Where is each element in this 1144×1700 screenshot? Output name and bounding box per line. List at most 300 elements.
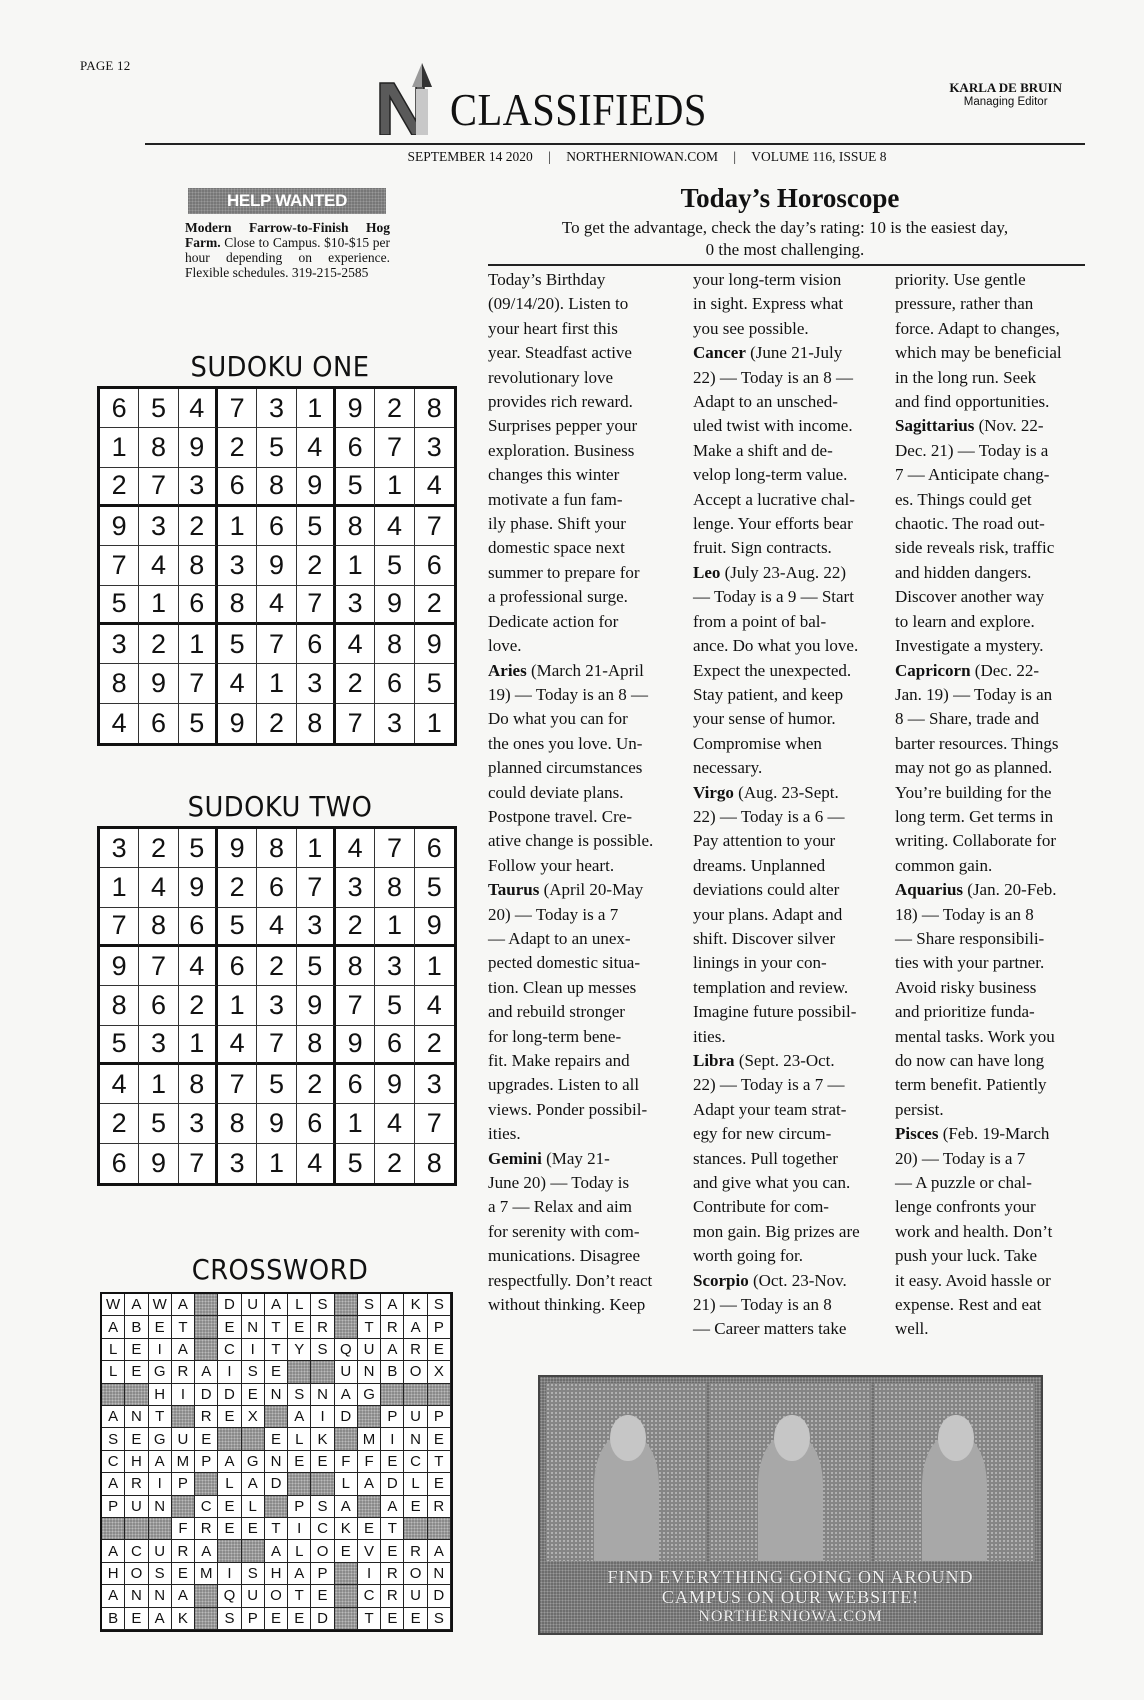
- horoscope-line: stances. Pull together: [693, 1148, 838, 1168]
- zodiac-sign: Gemini: [488, 1148, 542, 1168]
- horoscope-line: Stay patient, and keep: [693, 684, 844, 704]
- sudoku-cell: 8: [100, 664, 139, 703]
- sudoku-cell: 8: [375, 625, 414, 664]
- crossword-block: [311, 1473, 334, 1495]
- crossword-cell: I: [358, 1563, 381, 1585]
- crossword-cell: A: [381, 1339, 404, 1361]
- crossword-cell: S: [218, 1608, 241, 1630]
- crossword-cell: A: [288, 1406, 311, 1428]
- sudoku-cell: 2: [139, 829, 178, 868]
- crossword-cell: P: [102, 1496, 125, 1518]
- crossword-cell: N: [428, 1563, 451, 1585]
- sudoku-cell: 6: [375, 664, 414, 703]
- sudoku-cell: 5: [297, 947, 336, 986]
- ad-line-2: CAMPUS ON OUR WEBSITE!: [661, 1587, 920, 1607]
- crossword-cell: D: [335, 1406, 358, 1428]
- sudoku-cell: 9: [179, 868, 218, 907]
- horoscope-line: necessary.: [693, 758, 763, 778]
- horoscope-line: June 20) — Today is: [488, 1173, 630, 1193]
- website-link[interactable]: NORTHERNIOWAN.COM: [566, 149, 719, 164]
- crossword-block: [335, 1563, 358, 1585]
- horoscope-line: which may be beneficial: [895, 343, 1062, 363]
- sudoku-cell: 7: [297, 586, 336, 625]
- sudoku-cell: 9: [297, 468, 336, 507]
- sudoku-cell: 7: [336, 704, 375, 743]
- horoscope-line: pected domestic situa-: [488, 953, 641, 973]
- horoscope-line: views. Ponder possibil-: [488, 1099, 648, 1119]
- crossword-cell: C: [125, 1540, 148, 1562]
- horoscope-line: your long-term vision: [693, 270, 842, 289]
- sudoku-cell: 2: [375, 389, 414, 428]
- horoscope-line: and rebuild stronger: [488, 1002, 625, 1022]
- crossword-cell: O: [265, 1585, 288, 1607]
- crossword-cell: F: [172, 1518, 195, 1540]
- subtitle-line: 0 the most challenging.: [705, 240, 865, 259]
- horoscope-line: well.: [895, 1319, 929, 1339]
- crossword-cell: R: [172, 1361, 195, 1383]
- crossword-cell: A: [428, 1540, 451, 1562]
- horoscope-line: and find opportunities.: [895, 392, 1050, 412]
- crossword-cell: A: [218, 1451, 241, 1473]
- crossword-cell: T: [381, 1518, 404, 1540]
- horoscope-line: your plans. Adapt and: [693, 904, 843, 924]
- crossword-cell: T: [149, 1406, 172, 1428]
- sudoku-cell: 8: [139, 908, 178, 947]
- zodiac-sign: Scorpio: [693, 1270, 749, 1290]
- sudoku-cell: 9: [100, 507, 139, 546]
- crossword-block: [428, 1518, 451, 1540]
- horoscope-line: Leo (July 23-Aug. 22): [693, 562, 846, 582]
- zodiac-sign: Sagittarius: [895, 416, 975, 436]
- sudoku-cell: 8: [297, 704, 336, 743]
- horoscope-line: Discover another way: [895, 587, 1045, 607]
- crossword-cell: U: [125, 1496, 148, 1518]
- sudoku-cell: 5: [375, 546, 414, 585]
- crossword-cell: L: [242, 1496, 265, 1518]
- horoscope-line: Contribute for com-: [693, 1197, 829, 1217]
- zodiac-sign: Pisces: [895, 1124, 939, 1144]
- crossword-cell: N: [265, 1451, 288, 1473]
- crossword-cell: I: [311, 1406, 334, 1428]
- crossword-cell: S: [311, 1496, 334, 1518]
- crossword-cell: K: [172, 1608, 195, 1630]
- horoscope-line: 20) — Today is a 7: [488, 904, 619, 924]
- crossword-cell: O: [311, 1540, 334, 1562]
- sudoku-cell: 8: [139, 428, 178, 467]
- horoscope-subtitle: [485, 217, 1085, 261]
- sudoku-cell: 7: [375, 428, 414, 467]
- sudoku-cell: 6: [336, 428, 375, 467]
- sudoku-cell: 4: [336, 625, 375, 664]
- crossword-cell: A: [381, 1496, 404, 1518]
- sudoku-cell: 8: [375, 868, 414, 907]
- crossword-cell: A: [172, 1294, 195, 1316]
- crossword-cell: G: [149, 1428, 172, 1450]
- sudoku-cell: 9: [257, 546, 296, 585]
- crossword-cell: O: [125, 1563, 148, 1585]
- crossword-cell: S: [428, 1608, 451, 1630]
- horoscope-line: pressure, rather than: [895, 294, 1034, 314]
- sudoku-cell: 4: [297, 428, 336, 467]
- crossword-cell: F: [335, 1451, 358, 1473]
- crossword-cell: E: [218, 1406, 241, 1428]
- crossword-cell: E: [428, 1339, 451, 1361]
- sudoku-cell: 1: [179, 1026, 218, 1065]
- horoscope-column-1: [488, 268, 678, 1317]
- crossword-cell: L: [102, 1361, 125, 1383]
- horoscope-line: You’re building for the: [895, 782, 1052, 802]
- sudoku-cell: 7: [100, 908, 139, 947]
- sudoku-cell: 8: [179, 1065, 218, 1104]
- sudoku-cell: 9: [218, 704, 257, 743]
- zodiac-sign: Aries: [488, 660, 527, 680]
- horoscope-line: deviations could alter: [693, 880, 840, 900]
- crossword-cell: Y: [288, 1339, 311, 1361]
- crossword-cell: R: [404, 1540, 427, 1562]
- crossword-cell: R: [428, 1496, 451, 1518]
- horoscope-line: Cancer (June 21-July: [693, 343, 843, 363]
- horoscope-line: lenge confronts your: [895, 1197, 1036, 1217]
- sudoku-cell: 5: [375, 986, 414, 1025]
- sudoku-cell: 5: [415, 664, 454, 703]
- sudoku-cell: 8: [257, 468, 296, 507]
- horoscope-line: it easy. Avoid hassle or: [895, 1270, 1051, 1290]
- sudoku-cell: 4: [179, 389, 218, 428]
- crossword-cell: U: [242, 1585, 265, 1607]
- crossword-cell: L: [218, 1473, 241, 1495]
- crossword-cell: E: [311, 1451, 334, 1473]
- zodiac-sign: Taurus: [488, 880, 540, 900]
- crossword-block: [172, 1496, 195, 1518]
- horoscope-line: 22) — Today is a 6 —: [693, 806, 845, 826]
- horoscope-line: the ones you love. Un-: [488, 733, 643, 753]
- volume-issue: VOLUME 116, ISSUE 8: [751, 149, 887, 164]
- editor-credit: [949, 80, 1062, 108]
- crossword-cell: E: [288, 1608, 311, 1630]
- sudoku-cell: 2: [336, 908, 375, 947]
- sudoku-cell: 2: [257, 947, 296, 986]
- sudoku-cell: 3: [100, 625, 139, 664]
- horoscope-line: fruit. Sign contracts.: [693, 538, 832, 558]
- horoscope-line: Sagittarius (Nov. 22-: [895, 416, 1044, 436]
- crossword-cell: E: [381, 1451, 404, 1473]
- sudoku-cell: 6: [179, 586, 218, 625]
- sudoku-cell: 1: [375, 468, 414, 507]
- sudoku-cell: 9: [100, 947, 139, 986]
- crossword-cell: A: [265, 1540, 288, 1562]
- sudoku-cell: 3: [375, 704, 414, 743]
- crossword-cell: E: [242, 1384, 265, 1406]
- crossword-cell: P: [172, 1473, 195, 1495]
- crossword-cell: A: [404, 1316, 427, 1338]
- crossword-cell: G: [149, 1361, 172, 1383]
- crossword-cell: A: [102, 1406, 125, 1428]
- sudoku-cell: 5: [336, 468, 375, 507]
- northern-iowan-logo-icon: [376, 63, 446, 135]
- sudoku-cell: 4: [415, 468, 454, 507]
- crossword-cell: P: [428, 1316, 451, 1338]
- sudoku-cell: 3: [297, 664, 336, 703]
- sudoku-cell: 5: [100, 586, 139, 625]
- horoscope-line: work and health. Don’t: [895, 1221, 1053, 1241]
- sudoku-cell: 7: [375, 829, 414, 868]
- crossword-cell: B: [381, 1361, 404, 1383]
- horoscope-line: 20) — Today is a 7: [895, 1148, 1026, 1168]
- sudoku-cell: 9: [336, 1026, 375, 1065]
- crossword-cell: I: [242, 1339, 265, 1361]
- crossword-cell: N: [149, 1585, 172, 1607]
- horoscope-line: in sight. Express what: [693, 294, 844, 314]
- sudoku-cell: 1: [179, 625, 218, 664]
- crossword-cell: A: [242, 1473, 265, 1495]
- sudoku-cell: 1: [336, 1104, 375, 1143]
- crossword-cell: A: [195, 1361, 218, 1383]
- sudoku-cell: 4: [336, 829, 375, 868]
- crossword-cell: E: [335, 1540, 358, 1562]
- sudoku-cell: 2: [179, 986, 218, 1025]
- crossword-cell: I: [288, 1518, 311, 1540]
- sudoku-cell: 8: [218, 586, 257, 625]
- crossword-cell: E: [428, 1428, 451, 1450]
- crossword-cell: S: [242, 1361, 265, 1383]
- horoscope-line: — Today is a 9 — Start: [693, 587, 854, 607]
- crossword-block: [404, 1518, 427, 1540]
- crossword-cell: A: [265, 1294, 288, 1316]
- crossword-cell: U: [358, 1339, 381, 1361]
- horoscope-line: Adapt to an unsched-: [693, 392, 838, 412]
- crossword-cell: L: [335, 1473, 358, 1495]
- crossword-cell: E: [358, 1518, 381, 1540]
- sudoku-cell: 4: [218, 1026, 257, 1065]
- horoscope-line: push your luck. Take: [895, 1246, 1038, 1266]
- crossword-cell: S: [428, 1294, 451, 1316]
- crossword-cell: K: [311, 1428, 334, 1450]
- crossword-cell: A: [125, 1294, 148, 1316]
- horoscope-line: may not go as planned.: [895, 758, 1053, 778]
- horoscope-line: ance. Do what you love.: [693, 636, 859, 656]
- separator: |: [548, 149, 551, 164]
- horoscope-line: (09/14/20). Listen to: [488, 294, 629, 314]
- horoscope-line: priority. Use gentle: [895, 270, 1026, 289]
- sudoku-cell: 8: [297, 1026, 336, 1065]
- sudoku-cell: 8: [218, 1104, 257, 1143]
- crossword-cell: B: [125, 1316, 148, 1338]
- horoscope-line: templation and review.: [693, 977, 849, 997]
- sudoku-cell: 2: [218, 868, 257, 907]
- ad-url[interactable]: NORTHERNIOWA.COM: [698, 1608, 883, 1625]
- sudoku-cell: 1: [100, 868, 139, 907]
- horoscope-line: force. Adapt to changes,: [895, 318, 1060, 338]
- sudoku-cell: 3: [415, 1065, 454, 1104]
- crossword-block: [102, 1518, 125, 1540]
- crossword-cell: L: [288, 1428, 311, 1450]
- crossword-block: [195, 1294, 218, 1316]
- crossword-cell: U: [149, 1540, 172, 1562]
- sudoku-cell: 2: [415, 586, 454, 625]
- sudoku-cell: 4: [218, 664, 257, 703]
- horoscope-line: Jan. 19) — Today is an: [895, 684, 1053, 704]
- crossword-cell: V: [358, 1540, 381, 1562]
- crossword-cell: E: [381, 1540, 404, 1562]
- horoscope-line: — Adapt to an unex-: [488, 928, 631, 948]
- horoscope-line: linings in your con-: [693, 953, 827, 973]
- crossword-cell: X: [242, 1406, 265, 1428]
- crossword-block: [335, 1585, 358, 1607]
- crossword-cell: A: [149, 1451, 172, 1473]
- crossword-cell: C: [311, 1518, 334, 1540]
- crossword-block: [311, 1361, 334, 1383]
- cowboy-hat-fan-photo: [710, 1383, 871, 1561]
- sudoku-cell: 5: [218, 625, 257, 664]
- crossword-cell: I: [381, 1428, 404, 1450]
- sudoku-one-title: SUDOKU ONE: [190, 350, 370, 383]
- sudoku-cell: 6: [139, 986, 178, 1025]
- sudoku-cell: 4: [375, 507, 414, 546]
- crossword-cell: N: [242, 1316, 265, 1338]
- sudoku-cell: 9: [297, 986, 336, 1025]
- sudoku-cell: 7: [415, 1104, 454, 1143]
- sudoku-cell: 8: [336, 947, 375, 986]
- cheering-fans-photo: [874, 1383, 1035, 1561]
- sudoku-cell: 7: [179, 1144, 218, 1183]
- crossword-cell: T: [265, 1518, 288, 1540]
- crossword-block: [404, 1384, 427, 1406]
- crossword-cell: D: [195, 1384, 218, 1406]
- crossword-cell: I: [172, 1384, 195, 1406]
- sudoku-cell: 3: [139, 1026, 178, 1065]
- sudoku-cell: 4: [139, 546, 178, 585]
- sudoku-cell: 3: [375, 947, 414, 986]
- horoscope-line: for long-term bene-: [488, 1026, 622, 1046]
- crossword-block: [102, 1384, 125, 1406]
- sudoku-cell: 5: [100, 1026, 139, 1065]
- horoscope-line: Scorpio (Oct. 23-Nov.: [693, 1270, 847, 1290]
- horoscope-line: Expect the unexpected.: [693, 660, 852, 680]
- crossword-cell: P: [381, 1406, 404, 1428]
- horoscope-line: — A puzzle or chal-: [895, 1173, 1032, 1193]
- crossword-block: [195, 1316, 218, 1338]
- horoscope-line: in the long run. Seek: [895, 367, 1037, 387]
- crossword-cell: D: [381, 1473, 404, 1495]
- crossword-cell: N: [149, 1496, 172, 1518]
- horoscope-line: Avoid risky business: [895, 977, 1037, 997]
- crossword-cell: O: [404, 1361, 427, 1383]
- horoscope-line: dreams. Unplanned: [693, 855, 826, 875]
- horoscope-line: Libra (Sept. 23-Oct.: [693, 1051, 835, 1070]
- horoscope-column-2: [693, 268, 883, 1342]
- sudoku-cell: 7: [415, 507, 454, 546]
- crossword-cell: E: [125, 1428, 148, 1450]
- crossword-block: [195, 1585, 218, 1607]
- crossword-cell: P: [428, 1406, 451, 1428]
- horoscope-line: worth going for.: [693, 1246, 804, 1266]
- horoscope-line: 18) — Today is an 8: [895, 904, 1034, 924]
- crossword-cell: E: [404, 1608, 427, 1630]
- zodiac-sign: Capricorn: [895, 660, 971, 680]
- sudoku-cell: 1: [415, 947, 454, 986]
- horoscope-line: respectfully. Don’t react: [488, 1270, 653, 1290]
- horoscope-line: ily phase. Shift your: [488, 514, 626, 534]
- page-number: PAGE 12: [80, 58, 131, 73]
- sudoku-cell: 3: [257, 389, 296, 428]
- horoscope-line: writing. Collaborate for: [895, 831, 1056, 851]
- crossword-cell: I: [218, 1361, 241, 1383]
- ad-body: Close to Campus. $10-$15 per hour depending on experience. Flexible schedules. 319-215-2585: [185, 235, 390, 280]
- sudoku-cell: 9: [415, 625, 454, 664]
- crossword-cell: A: [172, 1585, 195, 1607]
- sudoku-cell: 6: [336, 1065, 375, 1104]
- sudoku-cell: 6: [179, 908, 218, 947]
- horoscope-line: for serenity with com-: [488, 1221, 640, 1241]
- sudoku-cell: 1: [426, 707, 442, 738]
- sudoku-cell: 1: [297, 829, 336, 868]
- sudoku-cell: 6: [415, 829, 454, 868]
- crossword-cell: T: [265, 1316, 288, 1338]
- horoscope-line: velop long-term value.: [693, 465, 848, 485]
- ad-caption: [540, 1567, 1041, 1627]
- crossword-block: [288, 1473, 311, 1495]
- crossword-cell: N: [265, 1384, 288, 1406]
- horoscope-line: from a point of bal-: [693, 611, 827, 631]
- website-promo-ad[interactable]: [538, 1375, 1043, 1635]
- crossword-cell: S: [288, 1384, 311, 1406]
- crossword-cell: E: [242, 1518, 265, 1540]
- sudoku-cell: 7: [100, 546, 139, 585]
- sudoku-cell: 1: [139, 586, 178, 625]
- sudoku-cell: 9: [218, 829, 257, 868]
- sudoku-cell: 9: [139, 1144, 178, 1183]
- horoscope-line: planned circumstances: [488, 758, 643, 778]
- sudoku-one-grid: [97, 386, 457, 746]
- sudoku-cell: 4: [257, 586, 296, 625]
- crossword-cell: P: [195, 1451, 218, 1473]
- horoscope-line: Follow your heart.: [488, 855, 615, 875]
- crossword-cell: W: [102, 1294, 125, 1316]
- sudoku-cell: 3: [179, 468, 218, 507]
- crossword-cell: H: [102, 1563, 125, 1585]
- sudoku-cell: 3: [100, 829, 139, 868]
- sudoku-cell: 7: [218, 1065, 257, 1104]
- sudoku-cell: 1: [218, 986, 257, 1025]
- crossword-cell: S: [311, 1294, 334, 1316]
- crossword-cell: N: [358, 1361, 381, 1383]
- crossword-cell: A: [149, 1608, 172, 1630]
- crossword-cell: A: [381, 1294, 404, 1316]
- zodiac-sign: Virgo: [693, 782, 734, 802]
- sudoku-cell: 4: [257, 908, 296, 947]
- crossword-cell: E: [381, 1608, 404, 1630]
- crossword-block: [125, 1384, 148, 1406]
- horoscope-line: Surprises pepper your: [488, 416, 638, 436]
- crossword-cell: N: [125, 1585, 148, 1607]
- crossword-block: [218, 1540, 241, 1562]
- crossword-cell: E: [265, 1608, 288, 1630]
- crossword-cell: A: [102, 1540, 125, 1562]
- sudoku-cell: 9: [179, 428, 218, 467]
- sudoku-cell: 2: [179, 507, 218, 546]
- sudoku-cell: 4: [179, 947, 218, 986]
- crossword-cell: E: [218, 1518, 241, 1540]
- masthead: [370, 55, 750, 135]
- horoscope-line: ities.: [488, 1124, 521, 1144]
- horoscope-line: Pay attention to your: [693, 831, 836, 851]
- sudoku-cell: 9: [257, 1104, 296, 1143]
- horoscope-line: without thinking. Keep: [488, 1295, 646, 1315]
- sudoku-cell: 2: [100, 468, 139, 507]
- crossword-cell: E: [404, 1496, 427, 1518]
- horoscope-line: Investigate a mystery.: [895, 636, 1044, 656]
- crossword-cell: E: [149, 1316, 172, 1338]
